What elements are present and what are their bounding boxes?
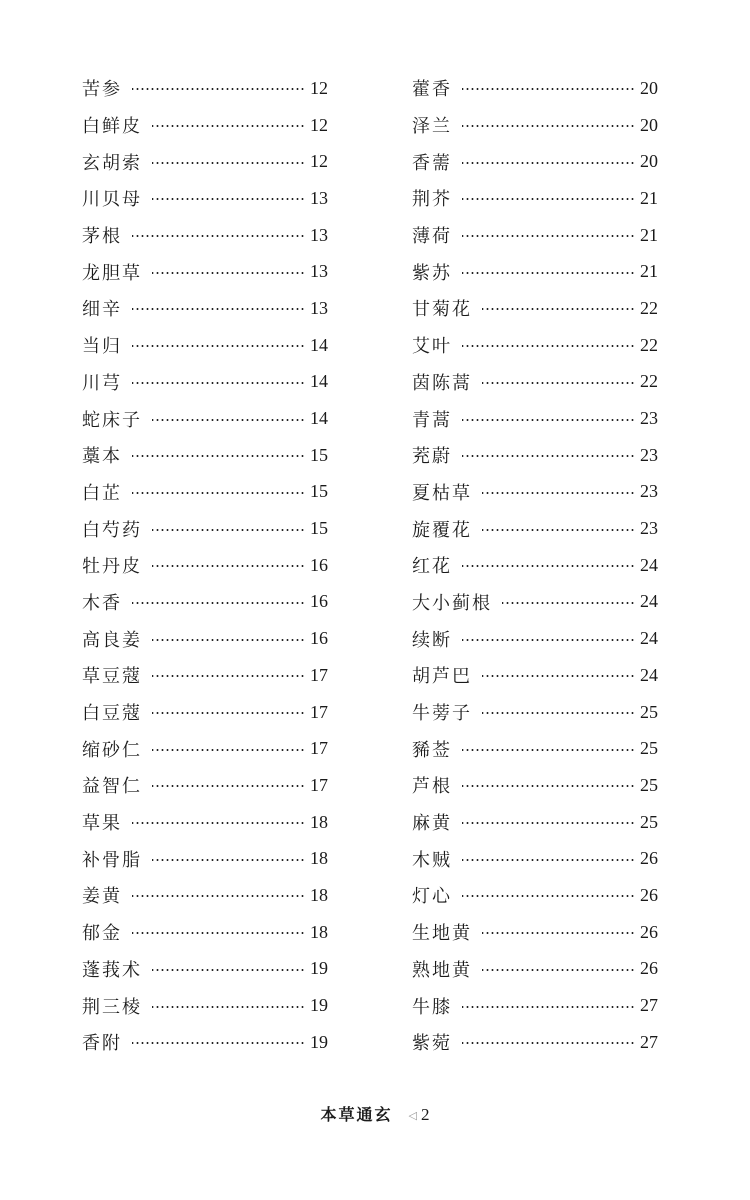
toc-entry-title: 夏枯草 <box>412 482 472 504</box>
toc-entry[interactable] <box>412 877 658 914</box>
dot-leader <box>482 675 635 677</box>
toc-entry-title: 缩砂仁 <box>82 739 142 761</box>
toc-entry-title: 细辛 <box>82 299 122 321</box>
dot-leader <box>152 969 305 971</box>
toc-entry[interactable] <box>412 951 658 988</box>
dot-leader <box>482 529 635 531</box>
toc-entry-title: 熟地黄 <box>412 959 472 981</box>
dot-leader <box>462 198 635 200</box>
toc-entry-page: 22 <box>640 297 658 318</box>
toc-entry-page: 16 <box>310 628 328 649</box>
dot-leader <box>132 932 305 934</box>
toc-entry-title: 大小蓟根 <box>412 592 492 614</box>
toc-entry-page: 15 <box>310 481 328 502</box>
toc-entry-title: 蓬莪术 <box>82 959 142 981</box>
toc-entry-title: 红花 <box>412 556 452 578</box>
toc-entry-title: 苦参 <box>82 79 122 101</box>
toc-entry[interactable] <box>412 840 658 877</box>
toc-entry-page: 18 <box>310 884 328 905</box>
toc-entry[interactable] <box>82 804 328 841</box>
toc-entry-page: 22 <box>640 334 658 355</box>
toc-entry[interactable] <box>412 987 658 1024</box>
toc-entry[interactable] <box>412 400 658 437</box>
running-title: 本草通玄 <box>320 1105 393 1124</box>
dot-leader <box>502 602 635 604</box>
dot-leader <box>152 1006 305 1008</box>
toc-entry[interactable] <box>82 180 328 217</box>
dot-leader <box>132 1042 305 1044</box>
toc-entry-title: 川芎 <box>82 372 122 394</box>
toc-entry-page: 21 <box>640 187 658 208</box>
toc-entry-title: 白豆蔻 <box>82 703 142 725</box>
toc-entry-page: 26 <box>640 884 658 905</box>
toc-right-column <box>412 70 658 1061</box>
toc-entry-page: 26 <box>640 921 658 942</box>
toc-entry[interactable] <box>412 217 658 254</box>
toc-entry-title: 川贝母 <box>82 189 142 211</box>
toc-entry[interactable] <box>412 767 658 804</box>
toc-entry-page: 18 <box>310 811 328 832</box>
toc-entry-page: 26 <box>640 958 658 979</box>
toc-entry-title: 紫苏 <box>412 262 452 284</box>
toc-entry-title: 草豆蔻 <box>82 666 142 688</box>
toc-entry-title: 青蒿 <box>412 409 452 431</box>
toc-entry[interactable] <box>412 107 658 144</box>
toc-entry-page: 16 <box>310 554 328 575</box>
toc-entry-title: 生地黄 <box>412 923 472 945</box>
toc-entry[interactable] <box>82 474 328 511</box>
toc-entry-page: 20 <box>640 114 658 135</box>
dot-leader <box>152 712 305 714</box>
toc-entry[interactable] <box>82 547 328 584</box>
toc-entry-page: 14 <box>310 334 328 355</box>
toc-entry[interactable] <box>82 584 328 621</box>
toc-entry[interactable] <box>82 730 328 767</box>
toc-entry-title: 薄荷 <box>412 226 452 248</box>
dot-leader <box>462 822 635 824</box>
dot-leader <box>482 712 635 714</box>
toc-entry-title: 补骨脂 <box>82 849 142 871</box>
toc-entry[interactable] <box>82 657 328 694</box>
toc-entry[interactable] <box>82 437 328 474</box>
toc-entry[interactable] <box>412 1024 658 1061</box>
toc-entry-page: 24 <box>640 554 658 575</box>
toc-entry[interactable] <box>82 290 328 327</box>
dot-leader <box>132 492 305 494</box>
dot-leader <box>462 749 635 751</box>
toc-entry-page: 19 <box>310 995 328 1016</box>
toc-entry-page: 14 <box>310 408 328 429</box>
dot-leader <box>132 822 305 824</box>
toc-entry-title: 牛蒡子 <box>412 703 472 725</box>
toc-entry-title: 藁本 <box>82 446 122 468</box>
toc-entry[interactable] <box>412 547 658 584</box>
dot-leader <box>462 88 635 90</box>
toc-entry[interactable] <box>82 1024 328 1061</box>
toc-entry-page: 26 <box>640 848 658 869</box>
toc-entry-page: 16 <box>310 591 328 612</box>
toc-entry-page: 12 <box>310 114 328 135</box>
toc-entry-title: 牛膝 <box>412 996 452 1018</box>
toc-entry[interactable] <box>82 400 328 437</box>
toc-entry[interactable] <box>82 143 328 180</box>
toc-entry[interactable] <box>412 180 658 217</box>
toc-entry-title: 姜黄 <box>82 886 122 908</box>
toc-entry[interactable] <box>82 253 328 290</box>
toc-entry-page: 24 <box>640 628 658 649</box>
toc-entry-title: 白芍药 <box>82 519 142 541</box>
toc-entry[interactable] <box>82 840 328 877</box>
dot-leader <box>462 1006 635 1008</box>
dot-leader <box>462 859 635 861</box>
toc-entry-title: 豨莶 <box>412 739 452 761</box>
dot-leader <box>152 529 305 531</box>
dot-leader <box>152 639 305 641</box>
toc-entry-title: 当归 <box>82 336 122 358</box>
toc-entry[interactable] <box>412 364 658 401</box>
toc-entry-page: 20 <box>640 77 658 98</box>
dot-leader <box>462 895 635 897</box>
toc-entry-page: 13 <box>310 261 328 282</box>
dot-leader <box>132 88 305 90</box>
toc-entry-page: 12 <box>310 151 328 172</box>
toc-entry-title: 藿香 <box>412 79 452 101</box>
toc-entry-page: 25 <box>640 811 658 832</box>
dot-leader <box>152 272 305 274</box>
dot-leader <box>152 419 305 421</box>
dot-leader <box>132 235 305 237</box>
toc-entry[interactable] <box>82 217 328 254</box>
toc-entry[interactable] <box>82 327 328 364</box>
toc-entry[interactable] <box>412 730 658 767</box>
toc-entry-title: 草果 <box>82 813 122 835</box>
triangle-left-icon: ◁ <box>408 1109 417 1122</box>
dot-leader <box>462 235 635 237</box>
dot-leader <box>152 859 305 861</box>
dot-leader <box>462 419 635 421</box>
toc-entry-page: 23 <box>640 444 658 465</box>
dot-leader <box>152 198 305 200</box>
toc-entry-page: 13 <box>310 297 328 318</box>
toc-entry[interactable] <box>82 510 328 547</box>
toc-entry[interactable] <box>82 620 328 657</box>
dot-leader <box>152 565 305 567</box>
toc-entry[interactable] <box>82 877 328 914</box>
toc-entry-page: 19 <box>310 958 328 979</box>
dot-leader <box>132 455 305 457</box>
toc-entry-page: 19 <box>310 1031 328 1052</box>
dot-leader <box>152 125 305 127</box>
dot-leader <box>462 639 635 641</box>
dot-leader <box>482 308 635 310</box>
dot-leader <box>152 749 305 751</box>
toc-entry-page: 17 <box>310 664 328 685</box>
toc-entry-page: 18 <box>310 848 328 869</box>
toc-entry-title: 旋覆花 <box>412 519 472 541</box>
toc-entry-title: 白鲜皮 <box>82 116 142 138</box>
page-footer <box>0 1102 750 1125</box>
toc-entry-page: 18 <box>310 921 328 942</box>
dot-leader <box>132 895 305 897</box>
dot-leader <box>132 345 305 347</box>
toc-entry-title: 泽兰 <box>412 116 452 138</box>
toc-entry[interactable] <box>82 364 328 401</box>
toc-entry-page: 23 <box>640 518 658 539</box>
dot-leader <box>132 602 305 604</box>
toc-entry-title: 茺蔚 <box>412 446 452 468</box>
dot-leader <box>132 308 305 310</box>
dot-leader <box>462 272 635 274</box>
dot-leader <box>482 382 635 384</box>
toc-entry[interactable] <box>82 914 328 951</box>
dot-leader <box>462 565 635 567</box>
dot-leader <box>462 1042 635 1044</box>
toc-entry-title: 茅根 <box>82 226 122 248</box>
toc-entry-page: 15 <box>310 444 328 465</box>
toc-entry-title: 荆三棱 <box>82 996 142 1018</box>
dot-leader <box>462 125 635 127</box>
toc-entry[interactable] <box>412 474 658 511</box>
toc-entry-page: 25 <box>640 774 658 795</box>
toc-entry[interactable] <box>412 70 658 107</box>
dot-leader <box>152 162 305 164</box>
toc-entry-page: 12 <box>310 77 328 98</box>
toc-entry-page: 13 <box>310 187 328 208</box>
toc-entry-title: 高良姜 <box>82 629 142 651</box>
toc-entry-page: 25 <box>640 701 658 722</box>
toc-entry-page: 24 <box>640 591 658 612</box>
toc-entry-page: 27 <box>640 1031 658 1052</box>
toc-entry[interactable] <box>82 694 328 731</box>
toc-entry-title: 香薷 <box>412 152 452 174</box>
dot-leader <box>482 969 635 971</box>
toc-entry[interactable] <box>412 657 658 694</box>
toc-entry-title: 益智仁 <box>82 776 142 798</box>
toc-entry-page: 24 <box>640 664 658 685</box>
toc-entry-page: 27 <box>640 995 658 1016</box>
toc-entry-title: 续断 <box>412 629 452 651</box>
toc-entry[interactable] <box>82 987 328 1024</box>
dot-leader <box>132 382 305 384</box>
toc-entry-page: 17 <box>310 738 328 759</box>
toc-entry[interactable] <box>412 694 658 731</box>
toc-entry-page: 23 <box>640 408 658 429</box>
toc-entry[interactable] <box>82 767 328 804</box>
toc-entry-page: 21 <box>640 224 658 245</box>
toc-entry-page: 22 <box>640 371 658 392</box>
toc-entry-title: 牡丹皮 <box>82 556 142 578</box>
toc-entry-page: 17 <box>310 774 328 795</box>
toc-entry-title: 麻黄 <box>412 813 452 835</box>
toc-entry-title: 艾叶 <box>412 336 452 358</box>
toc-entry-title: 郁金 <box>82 923 122 945</box>
toc-entry-title: 蛇床子 <box>82 409 142 431</box>
page-number: 2 <box>420 1105 430 1124</box>
toc-entry-title: 甘菊花 <box>412 299 472 321</box>
toc-entry-title: 龙胆草 <box>82 262 142 284</box>
toc-entry[interactable] <box>412 437 658 474</box>
toc-entry[interactable] <box>412 914 658 951</box>
toc-entry[interactable] <box>412 253 658 290</box>
toc-entry-title: 灯心 <box>412 886 452 908</box>
toc-entry[interactable] <box>412 804 658 841</box>
toc-entry[interactable] <box>82 70 328 107</box>
toc-entry[interactable] <box>412 327 658 364</box>
toc-entry-title: 胡芦巴 <box>412 666 472 688</box>
toc-entry-title: 白芷 <box>82 482 122 504</box>
toc-entry-title: 玄胡索 <box>82 152 142 174</box>
toc-entry[interactable] <box>82 951 328 988</box>
toc-entry-title: 木香 <box>82 592 122 614</box>
toc-entry-page: 13 <box>310 224 328 245</box>
toc-entry-title: 茵陈蒿 <box>412 372 472 394</box>
toc-entry[interactable] <box>412 290 658 327</box>
dot-leader <box>482 492 635 494</box>
toc-entry-title: 木贼 <box>412 849 452 871</box>
toc-entry-page: 25 <box>640 738 658 759</box>
toc-entry-page: 23 <box>640 481 658 502</box>
toc-entry-title: 香附 <box>82 1033 122 1055</box>
dot-leader <box>152 675 305 677</box>
toc-entry-page: 21 <box>640 261 658 282</box>
toc-entry-page: 15 <box>310 518 328 539</box>
toc-entry-title: 芦根 <box>412 776 452 798</box>
toc-entry[interactable] <box>412 584 658 621</box>
dot-leader <box>482 932 635 934</box>
dot-leader <box>152 785 305 787</box>
toc-entry-page: 14 <box>310 371 328 392</box>
toc-entry[interactable] <box>412 510 658 547</box>
toc-entry[interactable] <box>82 107 328 144</box>
dot-leader <box>462 785 635 787</box>
dot-leader <box>462 162 635 164</box>
dot-leader <box>462 455 635 457</box>
toc-entry-title: 荆芥 <box>412 189 452 211</box>
toc-entry-title: 紫菀 <box>412 1033 452 1055</box>
toc-entry-page: 17 <box>310 701 328 722</box>
toc-entry[interactable] <box>412 143 658 180</box>
toc-left-column <box>82 70 328 1061</box>
toc-entry[interactable] <box>412 620 658 657</box>
dot-leader <box>462 345 635 347</box>
toc-entry-page: 20 <box>640 151 658 172</box>
